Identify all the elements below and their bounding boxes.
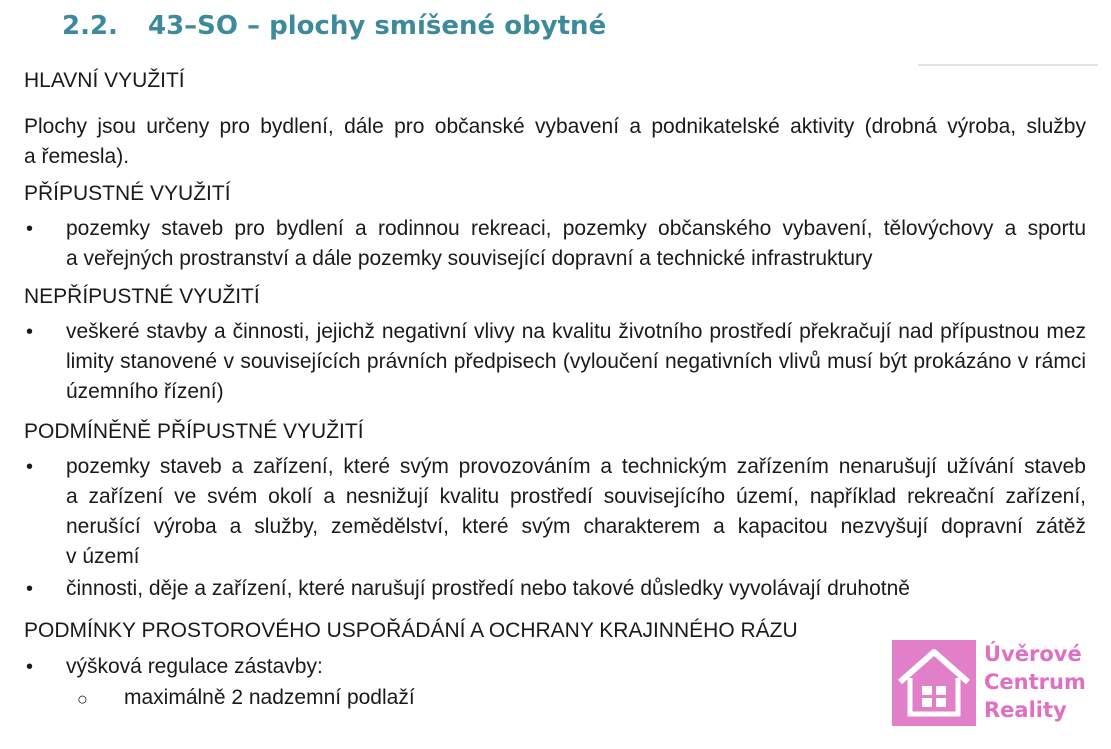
permitted-item-1-line-1: pozemky staveb pro bydlení a rodinnou rekreaci, pozemky občanského vybavení, tělovýchovy a sportu	[66, 217, 1086, 240]
section-heading	[62, 11, 606, 41]
conditional-title: PODMÍNĚNĚ PŘÍPUSTNÉ VYUŽITÍ	[24, 420, 364, 443]
header-rule	[918, 64, 1098, 66]
logo-wordmark	[984, 640, 1086, 724]
permitted-item-1-line-2: a veřejných prostranství a dále pozemky související dopravní a technické infrastruktury	[66, 247, 873, 270]
main-use-text	[24, 112, 1086, 172]
main-use-title: HLAVNÍ VYUŽITÍ	[24, 69, 185, 92]
section-number: 2.2.	[62, 11, 118, 41]
company-logo	[892, 640, 1092, 726]
spatial-sub-item-1: maximálně 2 nadzemní podlaží	[124, 686, 415, 709]
conditional-item-1-line-4: v území	[66, 545, 140, 568]
main-use-line-2: a řemesla).	[24, 145, 130, 168]
prohibited-item-1-line-1: veškeré stavby a činnosti, jejichž negativní vlivy na kvalitu životního prostředí překračují nad přípustnou mez	[66, 320, 1086, 343]
bullet-icon: •	[26, 321, 34, 343]
spatial-item-1: výšková regulace zástavby:	[66, 655, 323, 678]
conditional-item-1-line-2: a zařízení ve svém okolí a nesnižují kvalitu prostředí souvisejícího území, například rekreační zařízení,	[66, 485, 1086, 508]
conditional-item-1	[66, 452, 1086, 572]
main-use-line-1: Plochy jsou určeny pro bydlení, dále pro občanské vybavení a podnikatelské aktivity (drobná výroba, služby	[24, 115, 1086, 138]
bullet-icon: •	[26, 218, 34, 240]
permitted-item-1	[66, 214, 1086, 274]
conditional-item-1-line-1: pozemky staveb a zařízení, které svým provozováním a technickým zařízením nenarušují užívání staveb	[66, 455, 1086, 478]
spatial-title: PODMÍNKY PROSTOROVÉHO USPOŘÁDÁNÍ A OCHRANY KRAJINNÉHO RÁZU	[24, 619, 798, 642]
prohibited-item-1-line-2: limity stanovené v souvisejících právních předpisech (vyloučení negativních vlivů musí být prokázáno v rámci	[66, 350, 1086, 373]
prohibited-title: NEPŘÍPUSTNÉ VYUŽITÍ	[24, 285, 260, 308]
house-icon	[892, 640, 976, 726]
prohibited-item-1-line-3: územního řízení)	[66, 380, 224, 403]
logo-line-2: Centrum	[984, 670, 1086, 694]
prohibited-item-1	[66, 317, 1086, 407]
section-title: 43–SO – plochy smíšené obytné	[148, 11, 607, 41]
conditional-item-1-line-3: nerušící výroba a služby, zemědělství, které svým charakterem a kapacitou nezvyšují dopravní zátěž	[66, 515, 1086, 538]
sub-bullet-icon: ○	[77, 689, 88, 709]
logo-line-1: Úvěrové	[984, 642, 1082, 666]
bullet-icon: •	[26, 578, 34, 600]
permitted-title: PŘÍPUSTNÉ VYUŽITÍ	[24, 182, 231, 205]
bullet-icon: •	[26, 456, 34, 478]
bullet-icon: •	[26, 656, 34, 678]
logo-line-3: Reality	[984, 698, 1067, 722]
conditional-item-2: činnosti, děje a zařízení, které narušují prostředí nebo takové důsledky vyvolávají druhotně	[66, 577, 910, 600]
